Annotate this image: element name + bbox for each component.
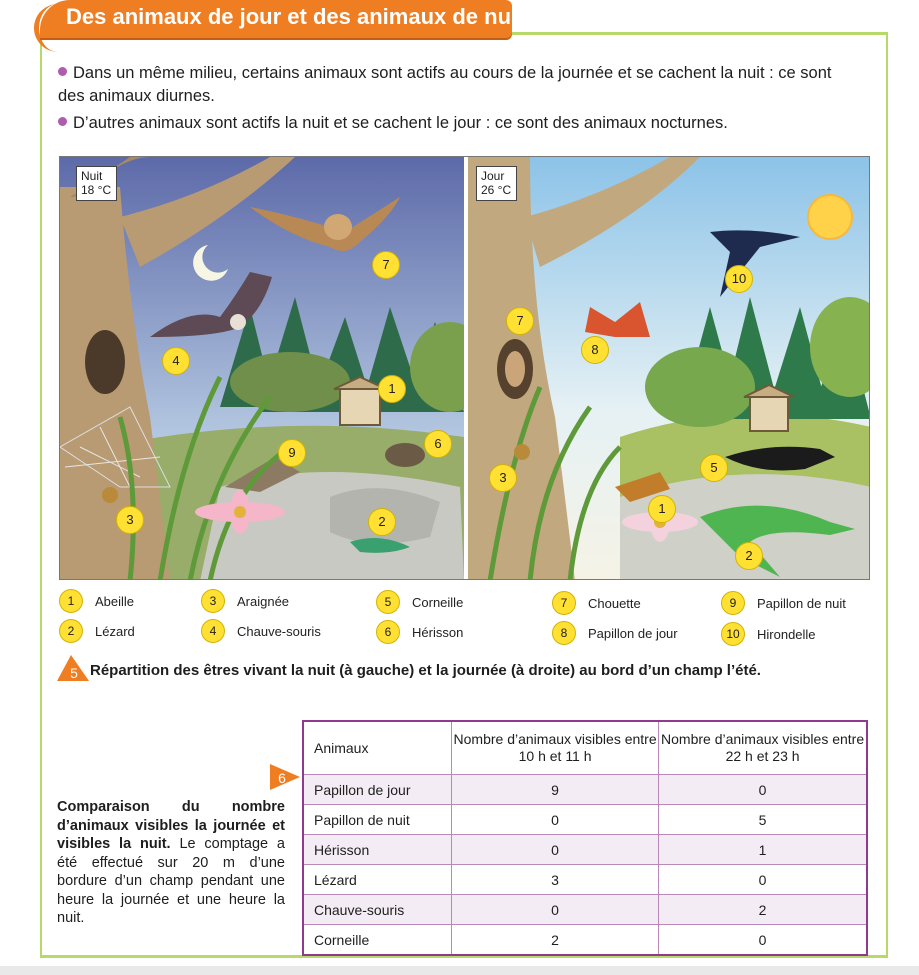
intro-line-2: des animaux diurnes. [58,87,215,105]
night-temperature-box [76,166,117,201]
day-badge-lizard: 2 [735,542,763,570]
intro-paragraph-1 [58,62,888,108]
table-header-row [303,721,867,775]
table-cell-night: 0 [659,865,867,895]
night-badge-moth: 9 [278,439,306,467]
caption-6-bold: Comparaison du nombre d’animaux visibles la journée et visibles la nuit. [57,799,285,852]
table-cell-night: 1 [659,835,867,865]
day-badge-owl: 7 [506,307,534,335]
table-cell-day: 0 [452,805,659,835]
bullet-icon [58,67,67,76]
intro-line-3: D’autres animaux sont actifs la nuit et se cachent le jour : ce sont des animaux nocturnes. [73,114,728,132]
table-cell-day: 2 [452,925,659,956]
legend-item-5: 5 Corneille [376,590,463,614]
table-row [303,865,867,895]
legend-item-7: 7 Chouette [552,591,641,615]
night-temperature: 18 °C [81,183,112,197]
panel-divider [464,157,468,580]
column-header-day-count: Nombre d’animaux visibles entre 10 h et 11 h [452,721,659,775]
table-cell-day: 3 [452,865,659,895]
column-header-night-count: Nombre d’animaux visibles entre 22 h et 23 h [659,721,867,775]
page-title: Des animaux de jour et des animaux de nuit [66,4,525,29]
legend-item-3: 3 Araignée [201,589,289,613]
legend-item-10: 10 Hirondelle [721,622,816,646]
animal-count-table [302,720,868,956]
column-header-animals: Animaux [303,721,452,775]
day-temperature: 26 °C [481,183,512,197]
night-label: Nuit [81,169,103,183]
table-cell-night: 0 [659,925,867,956]
intro-paragraph-2 [58,112,888,135]
night-badge-lizard: 2 [368,508,396,536]
caption-6-text: Le comptage a été effectué sur 20 m d’une bordure d’un champ pendant une heure la journée et une heure la nuit. [57,836,285,926]
day-badge-swallow: 10 [725,265,753,293]
night-badge-bat: 4 [162,347,190,375]
caption-6-marker-icon [270,764,300,790]
legend-item-2: 2 Lézard [59,619,135,643]
table-row [303,805,867,835]
table-row [303,925,867,956]
table-cell-animal: Papillon de nuit [303,805,452,835]
table-cell-animal: Chauve-souris [303,895,452,925]
table-cell-day: 0 [452,895,659,925]
day-badge-crow: 5 [700,454,728,482]
table-cell-animal: Corneille [303,925,452,956]
bullet-icon [58,117,67,126]
table-cell-day: 0 [452,835,659,865]
legend-item-4: 4 Chauve-souris [201,619,321,643]
caption-5-marker-icon [57,655,89,681]
night-badge-owl: 7 [372,251,400,279]
page-bottom-edge [0,966,919,975]
table-cell-animal: Papillon de jour [303,775,452,805]
table-cell-day: 9 [452,775,659,805]
table-row [303,775,867,805]
table-row [303,895,867,925]
night-badge-bee: 1 [378,375,406,403]
night-badge-hedgehog: 6 [424,430,452,458]
day-night-illustration [59,156,870,580]
table-row [303,835,867,865]
legend-item-6: 6 Hérisson [376,620,463,644]
caption-5: Répartition des êtres vivant la nuit (à gauche) et la journée (à droite) au bord d’un champ l’été. [90,662,761,679]
table-cell-animal: Hérisson [303,835,452,865]
legend-item-9: 9 Papillon de nuit [721,591,846,615]
legend-item-1: 1 Abeille [59,589,134,613]
night-badge-spider: 3 [116,506,144,534]
caption-6 [57,798,285,928]
day-temperature-box [476,166,517,201]
legend-item-8: 8 Papillon de jour [552,621,678,645]
table-cell-animal: Lézard [303,865,452,895]
svg-text:6: 6 [278,770,286,786]
svg-text:5: 5 [70,665,78,681]
intro-line-1: Dans un même milieu, certains animaux sont actifs au cours de la journée et se cachent la nuit : ce sont [73,64,832,82]
table-cell-night: 5 [659,805,867,835]
day-badge-butterfly: 8 [581,336,609,364]
day-badge-spider: 3 [489,464,517,492]
day-badge-bee: 1 [648,495,676,523]
day-label: Jour [481,169,505,183]
frame-top-line [500,32,888,35]
table-cell-night: 0 [659,775,867,805]
table-cell-night: 2 [659,895,867,925]
